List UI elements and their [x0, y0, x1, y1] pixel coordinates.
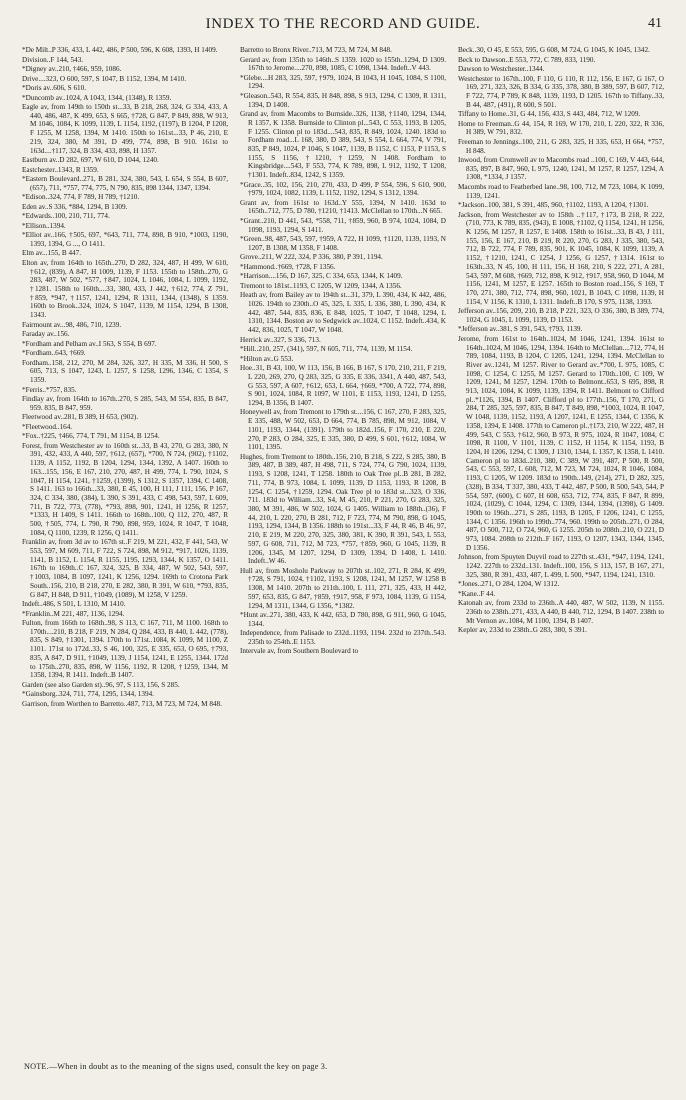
index-entry: Home to Freeman..G 44, 154, R 169, W 170, 210, L 220, 322, R 336, H 389, W 791, 832.: [458, 119, 664, 137]
index-entry: *Edwards..100, 210, 711, 774.: [22, 212, 110, 221]
index-entry: *Fox..†225, †466, 774, T 791, M 1154, B 1254.: [22, 432, 160, 441]
index-entry: Heath av, from Bailey av to 194th st...31, 379, L 390, 434, K 442, 486, 1026. 194th to 230th..O 45, 325, L 335, L 336, 380, L 390, 434, K 442, 487, 544, 835, 836, E 848, 1025, T 1047, T 1048, 1294, L 1310, 1344. Boston av to Sedgwick av..1024, C 1152. Indeft..434, K 442, 836, 1025, T 1047, W 1048.: [240, 291, 446, 335]
index-entry: Jefferson av..156, 209, 210, B 218, P 221, 323, O 336, 380, B 389, 774, 1024, G 1045, L 1099, 1139, D 1153.: [458, 307, 664, 324]
index-entry: Elton av, from 164th to 165th..270, D 282, 324, 487, H 499, W 610, †612, (839), A 847, H 1009, 1139, F 1153. 155th to 158th..270, G 283, 487, W 502, *577, †847, 1024, L 1046, 1084, L 1099, 1192, †1281. 158th to 160th....33, 380, 433, J 442, †612, 774, Z 791, †859, *947, †1157, 1241, 1294, R 1311, 1344, (1348), S 1359. 160th to Brook..324, 1024, S 1047, 1139, M 1154, 1294, B 1308, 1343.: [22, 258, 228, 320]
index-entry: *Glebe....H 283, 325, 597, †979, 1024, B 1043, H 1045, 1084, S 1100, 1294.: [240, 73, 446, 91]
index-entry: *Fordham and Pelham av..I 563, S 554, B 697.: [22, 339, 157, 348]
index-entry: Independence, from Palisade to 232d..1193, 1194. 232d to 237th..543. 235th to 254th..E 1153.: [240, 629, 446, 646]
index-entry: Grant av, from 161st to 163d..Y 555, 1394, N 1410. 163d to 165th..712, 775, D 780, †1210, †1413. McClellan to 170th...N 665.: [240, 198, 446, 216]
index-column-middle: [240, 46, 446, 1058]
index-entry: *Eastern Boulevard..271, B 281, 324, 380, 543, L 654, S 554, B 607, (657), 711, *757, 774, 775, N 790, 835, 898 1344, 1347, 1394.: [22, 175, 228, 192]
page-header: [22, 14, 664, 36]
index-column-right: [458, 46, 664, 1058]
index-entry: *Elliot av..166, †505, 697, *643, 711, 774, 898, B 910, *1003, 1190, 1393, 1394, G ..., O 1411.: [22, 231, 228, 248]
index-entry: Garrison, from Worthen to Barretto..487, 713, M 723, M 724, M 848.: [22, 699, 222, 708]
index-entry: *Edison..324, 774, F 789, H 789, †1210.: [22, 193, 140, 202]
index-entry: Hughes, from Tremont to 180th..156, 210, B 218, S 222, S 285, 380, B 389, 487, B 389, 487, H 498, 711, S 724, 774, G 790, 1024, 1139, 1193, S 1208, 1241, T 1258. 180th to Oak Tree pl..B 281, B 282, 711, 774, B 973, 1084, L 1099, 1139, D 1153, 1193, R 1208, B 1254, C 1254, †1259, 1294. Oak Tree pl to 183d st...323, O 336, 711. 183d to William...33, S4, M 45, 210, P 221, 270, G 283, 325, 380, M 391, 486, W 502, 1024, G 1405. William to 188th..(36), F 44, 210, L 220, 270, B 281, 712, F 723, 774, M 790, 898, G 1045, 1193, 1294, 1344, B 1356. 188th to 191st...33, F 44, R 46, B 46, 97, 210, E 219, M 220, 270, 325, 380, 381, K 390, R 391, 543, L 553, 597, G 608, 711, 712, M 723, *757, †859, 960, G 1045, 1139, R 1206, 1345, M 1207, 1294, D 1309, 1394, D 1408, L 1410. Indeft..W 46.: [240, 452, 446, 566]
index-entry: Elm av...155, B 447.: [22, 249, 82, 258]
index-entry: *Ellison..1394.: [22, 221, 66, 230]
index-entry: *Hammond..†669, †728, F 1356.: [240, 262, 336, 271]
index-entry: *Grace..35, 102, 156, 210, 270, 433, D 499, P 554, 596, S 610, 900, †979, 1024, 1082, 1139, L 1152, 1192, 1294, S 1312, 1394.: [240, 180, 446, 198]
index-entry: *Jefferson av..381, S 391, 543, †793, 1139.: [458, 325, 583, 334]
index-entry: Tiffany to Home..31, G 44, 156, 433, S 443, 484, 712, W 1209.: [458, 110, 641, 119]
index-entry: *Hill..210, 257, (341), 597, N 605, 711, 774, 1139, M 1154.: [240, 345, 413, 354]
index-entry: Hull av, from Mosholu Parkway to 207th st..102, 271, R 284, K 499, †728, S 791, 1024, †1102, 1193, S 1208, 1241, M 1257, W 1258 B 1308, M 1410. 207th to 211th..100, L 111, 271, 325, 433, H 442, 597, 653, 835, G 847, †859, †917, 958, F 973, 1084, 1139, G 1154, 1294, M 1311, 1344, G 1356, *1382.: [240, 566, 446, 610]
index-entry: *Harrison....156, D 167, 325, C 334, 653, 1344, K 1409.: [240, 272, 403, 281]
footer-note: NOTE.—When in doubt as to the meaning of the signs used, consult the key on page 3.: [24, 1062, 328, 1071]
index-entry: Herrick av..327, S 336, 713.: [240, 335, 321, 344]
index-entry: *Hunt av..271, 380, 433, K 442, 653, D 780, 898, G 911, 960, G 1045, 1344.: [240, 611, 446, 628]
index-entry: Hoe..31, B 43, 100, W 113, 156, B 166, B 167, S 170, 210, 211, F 219, L 220, 269, 270, Q 283, 325, G 335, E 336, 3341, A 440, 487, 543, G 553, 597, A 607, †612, 653, L 664, †669, *700, A 722, 774, 898, S 901, 1024, 1084, R 1097, W 1101, E 1153, 1193, 1241, D 1255, 1294, B 1356, B 1407.: [240, 364, 446, 407]
index-entry: *Fordham..643, †669.: [22, 349, 86, 358]
page-title: INDEX TO THE RECORD AND GUIDE.: [205, 16, 481, 32]
index-entry: *Ferris..*757, 835.: [22, 385, 77, 394]
index-entry: Eastburn av..D 282, 697, W 610, D 1044, 1240.: [22, 156, 159, 165]
index-entry: *Jones..271, O 284, 1204, W 1312.: [458, 580, 560, 589]
index-entry: Johnson, from Spuyten Duyvil road to 227th st..431, *947, 1194, 1241, 1242. 227th to 232d..131. Indeft..100, 156, S 113, 157, B 167, 271, 325, 380, R 391, 433, 487, L 499, L 500, *947, 1194, 1241, 1310.: [458, 553, 664, 579]
index-entry: Westchester to 167th..100, F 110, G 110, R 112, 156, E 167, G 167, O 169, 271, 323, 326, B 334, G 335, 378, 380, B 389, 597, B 607, 712, F 722, 774, P 789, K 848, 1139, 1193, D 1205. 167th to Tiffany..33, B 44, 487, (491), R 600, S 501.: [458, 74, 664, 109]
index-entry: Franklin av, from 3d av to 167th st..F 219, M 221, 432, F 441, 543, W 553, 597, M 609, 711, F 722, S 724, 898, M 912, *917, 1026, 1139, 1141, B 1152, L 1154, R 1155, 1195, 1293, 1344, K 1357, O 1411. 167th to 169th..C 167, 324, 325, B 334, 487, W 502, 543, 597, †1003, 1084, B 1097, 1241, K 1256, 1294. 169th to Crotona Park South..156, 210, B 218, 270, E 282, 380, R 391, W 610, *793, 835, G 847, H 848, D 911, †1049, (1089), M 1258, V 1259.: [22, 538, 228, 599]
index-entry: Fairmount av...98, 486, 710, 1239.: [22, 320, 122, 329]
index-entry: Gerard av, from 135th to 146th..S 1359. 1020 to 155th..1294, D 1309. 167th to Jerome....270, 898, 1085, C 1098, 1344. Indeft..V 443.: [240, 55, 446, 73]
index-entry: Jerome, from 161st to 164th..1024, M 1046, 1241, 1394. 161st to 164th..1024, M 1046, 1294, 1394. 164th to McClellan....712, 774, H 789, 1084, 1193, B 1204, C 1205, 1241, 1294, 1394. McClellan to River av..1241, M 1257. River to Gerard av..*700, L 975, 1085, C 1098, C 1254, C 1255, M 1257. Gerard to 170th..100, C 109, W 1209, 1241, M 1257, 1294. 170th to Belmont..653, S 695, 898, R 913, 1024, 1084, K 1099, 1139, 1394, R 1411. Belmont to Clifford pl..*1126, 1394, B 1407. Clifford pl to 177th..156, T 170, 271, G 284, T 285, 325, 597, 835, B 847, T 849, 898, *1003, 1024, R 1047, W 1048, 1139, 1152, 1193, A 1207, 1241, E 1255, 1344, C 1356, K 1358, 1394, E 1408. 177th to Cameron pl..†173, 210, W 222, 487, H 499, 543, C 553, †612, 960, B 973, R 975, 1024, R 1047, 1084, C 1098, R 1100, V 1101, 1139, C 1152, H 1154, K 1154, 1193, B 1204, H 1206, 1294, C 1309, J 1310, 1344, L 1357, K 1358, L 1410. Cameron pl to 183d..210, 380, C 389, W 391, 487, P 500, R 500, 543, C 553, 597, L 608, 712, M 723, M 724, 1024, R 1046, 1084, 1193, C 1205, W 1209. 183d to 190th..149, (214), 271, D 282, 325, (328), B 334, T 337, 380, 433, T 442, 487, P 500, R 500, 543, 544, P 554, 597, (600), C 607, H 608, 653, 712, 774, 835, F 847, R 899, 1024, (1029), C 1044, 1294, C 1309, 1344, 1394, (1398), G 1409. 190th to 196th...271, S 285, 1193, B 1205, F 1206, 1241, C 1255, 1344, C 1356. 196th to 199th..774, 960. 199th to 205th..271, O 284, 487, O 500, 712, O 724, 960, G 1255. 205th to 208th..210, O 221, D 973, 1084. 208th to 212th..F 167, 1193, O 1207, 1343, 1344, 1345, D 1356.: [458, 334, 664, 552]
index-entry: *Franklin..M 221, 487, 1136, 1294.: [22, 609, 125, 618]
index-entry: Beck to Dawson..E 553, 772, C 789, 833, 1190.: [458, 55, 596, 64]
index-entry: Indeft..486, S 501, L 1310, M 1410.: [22, 600, 126, 608]
index-entry: *Hilton av..G 553.: [240, 354, 294, 363]
index-entry: Intervale av, from Southern Boulevard to: [240, 647, 359, 656]
index-entry: Findlay av, from 164th to 167th..270, S 285, 543, M 554, 835, B 847, 959. 835, B 847, 959.: [22, 395, 228, 412]
index-entry: Katonah av, from 233d to 236th..A 440, 487, W 502, 1139, N 1155. 236th to 238th..271, 433, A 440, B 440, 712, 1294, B 1407. 238th to Mt Vernon av..1084, M 1100, 1394, B 1407.: [458, 599, 664, 625]
index-entry: *Duncomb av..1024, A 1043, 1344, (1348), R 1359.: [22, 93, 172, 102]
index-entry: Garden (see also Garden st)..96, 97, S 113, 156, S 285.: [22, 680, 180, 689]
index-entry: Drive....323, O 600, 597, S 1047, B 1152, 1394, M 1410.: [22, 74, 187, 83]
index-entry: *Digney av..210, †466, 959, 1086.: [22, 65, 122, 73]
index-entry: *Fleetwood..164.: [22, 422, 73, 431]
index-entry: Macombs road to Featherbed lane..98, 100, 712, M 723, 1084, K 1099, 1139, 1241.: [458, 182, 664, 200]
index-entry: *Jackson..100, 381, S 391, 485, 960, †1102, 1193, A 1204, †1301.: [458, 201, 649, 210]
index-entry: *De Milt..P 336, 433, L 442, 486, P 500, 596, K 608, 1393, H 1409.: [22, 46, 218, 54]
index-entry: *Grant..210, D 441, 543, *558, 711, †859, 960, B 974, 1024, 1084, D 1098, 1193, 1294, S 1411.: [240, 216, 446, 234]
page-number: 41: [648, 16, 662, 31]
index-entry: Freeman to Jennings..100, 211, G 283, 325, H 335, 653, H 664, *757, H 848.: [458, 137, 664, 155]
index-entry: Honeywell av, from Tremont to 179th st....156, C 167, 270, F 283, 325, E 335, 488, W 502, 653, D 664, 774, B 785, 898, M 912, 1084, V 1101, 1193, 1344, (1391). 179th to 182d..156, F 170, 210, E 220, 270, P 283, O 284, 325, E 335, 380, D 499, S 601, †612, 1084, W 1101, 1395.: [240, 408, 446, 452]
index-entry: Inwood, from Cromwell av to Macombs road ..100, C 169, V 443, 644, 835, 897, B 847, 960, L 975, 1240, 1241, M 1257, R 1257, 1294, A 1308, *1334, J 1357.: [458, 156, 664, 182]
index-entry: Jackson, from Westchester av to 158th ..†117, †173, B 218, R 222, (710, 773, K 789, 835, (943), E 1008, †1102, Q 1154, 1241, H 1256, K 1256, M 1257, R 1257, E 1408. 158th to 161st...33, B 43, J 111, 155, 156, E 167, 210, B 219, R 220, 270, G 283, J 335, 380, 543, 712, B 722, 774, F 789, 835, 901, K 1045, 1084, K 1099, 1139, A 1152, †1210, 1241, C 1254, J 1256, G 1257, †1314. 161st to 163th..33, N 45, 100, H 111, 156, H 168, 210, S 222, 271, A 281, 543, 597, M 608, †669, 712, 898, K 912, †917, 958, 960, D 1044, M 1156, 1241, M 1257, E 1257. 165th to Boston road..156, S 169, T 170, 271, 380, 712, 774, 898, 960, 1021, B 1043, C 1098, 1139, H 1154, V 1156, K 1310, L 1311. Indeft..B 170, S 975, 1138, 1393.: [458, 210, 664, 306]
index-entry: Tremont to 181st..1193, C 1205, W 1209, 1344, A 1356.: [240, 281, 402, 290]
index-entry: Fordham..158, 212, 270, M 284, 326, 327, H 335, M 336, H 500, S 605, 713, S 1047, 1243, L 1257, S 1258, 1296, 1346, C 1354, S 1359.: [22, 358, 228, 385]
index-entry: Barretto to Bronx River..713, M 723, M 724, M 848.: [240, 46, 392, 54]
index-column-left: [22, 46, 228, 1058]
index-entry: Beck..30, O 45, E 553, 595, G 608, M 724, G 1045, K 1045, 1342.: [458, 46, 650, 54]
index-entry: Fleetwood av..281, B 389, H 653, (902).: [22, 413, 139, 422]
index-entry: *Gleason..543, R 554, 835, H 848, 898, S 913, 1294, C 1309, R 1311, 1394, D 1408.: [240, 91, 446, 109]
index-entry: *Gainsborg..324, 711, 774, 1295, 1344, 1394.: [22, 690, 154, 699]
index-entry: Grove..211, W 222, 324, P 336, 380, P 391, 1194.: [240, 253, 383, 262]
index-entry: Eagle av, from 149th to 150th st...33, B 218, 268, 324, G 334, 433, A 440, 486, 487, K 499, 653, S 665, †728, G 847, P 849, 898, W 913, M 1046, 1084, K 1099, 1139, L 1154, 1192, (1197), B 1204, P 1208, F 1255, M 1258, 1394, M 1410. 150th to 161st...33, P 46, 210, E 219, 324, 380, M 391, D 499, 774, 898, B 910. 161st to 163d....†117, 324, B 334, 433, 898, H 1357.: [22, 103, 228, 155]
index-entry: Kepler av, 233d to 238th..G 283, 380, S 391.: [458, 626, 587, 635]
index-entry: *Kane..F 44.: [458, 589, 496, 598]
index-entry: Fulton, from 166th to 168th..98, S 113, C 167, 711, M 1100. 168th to 170th....210, B 218, F 219, N 284, Q 284, 433, B 440, L 442, (778), 835, S 849, †1301, 1394. 170th to 171st..1084, K 1099, M 1100, Z 1101. 171st to 172d..33, S 46, 100, 325, E 335, 653, O 695, †793, 835, A 847, D 911, †1049, 1139, J 1154, 1241, E 1255, 1344. 172d to 175th..270, 835, 898, W 1156, 1192, R 1208, †1259, 1344, M 1358, 1394, R 1411. Indeft..B 1407.: [22, 619, 228, 680]
index-entry: Eastchester..1343, R 1359.: [22, 165, 99, 174]
index-entry: Eden av..S 336, *884, 1294, B 1309.: [22, 202, 128, 211]
index-entry: Dawson to Westchester..1344.: [458, 65, 545, 73]
index-entry: *Green..98, 487, 543, 597, †959, A 722, H 1099, †1120, 1139, 1193, N 1207, B 1308, M 1358, F 1408.: [240, 235, 446, 252]
index-entry: *Doris av..606, S 610.: [22, 84, 87, 92]
index-entry: Forest, from Westchester av to 160th st...33, B 43, 270, G 283, 380, N 391, 432, 433, A 440, 597, †612, (657), *700, N 724, (902), †1102, 1139, A 1152, 1192, B 1204, 1294, 1344, 1392, A 1407. 160th to 163...155, 156, E 167, 210, 270, 487, H 499, 774, L 790, 1024, S 1047, H 1154, 1241, †1259, (1399), S 1312, S 1357, 1394, C 1408, S 1411. 163 to 166th...33, 380, E 45, 100, H 111, J 111, 156, P 167, 324, C 334, 380, (384), L 390, S 391, 433, C 498, 543, 597, L 609, 711, B 722, 773, (778), *793, 898, 901, 1241, H 1256, R 1257, *1333, H 1409, S 1411. 166th to 168th..100, Q 112, 270, 487, R 500, †505, 774, L 790, R 790, 898, 959, 1024, R 1047, T 1048, 1084, Q 1100, 1239, R 1256, Q 1411.: [22, 441, 228, 537]
index-columns: [22, 46, 664, 1058]
index-entry: Division..F 144, 543.: [22, 55, 84, 64]
index-entry: Faraday av..156.: [22, 330, 70, 339]
index-entry: Grand av, from Macombs to Burnside..326, 1138, †1140, 1294, 1344, R 1357, K 1358. Burnside to Clinton pl...543, C 553, 1193, B 1205, F 1255. Clinton pl to 183d....543, 835, R 849, 1024, 1240. 183d to Fordham road...L 168, 380, D 389, 543, S 554, L 664, 774, V 791, 835, P 849, 1024, P 1046, S 1047, 1139, B 1152, C 1153, P 1153, S 1155, S 1156, †1210, †1259, N 1408. Fordham to Kingsbridge....543, F 553, 774, K 789, 898, L 912, 1192, T 1208, †1301. Indeft..834, 1242, S 1359.: [240, 110, 446, 180]
